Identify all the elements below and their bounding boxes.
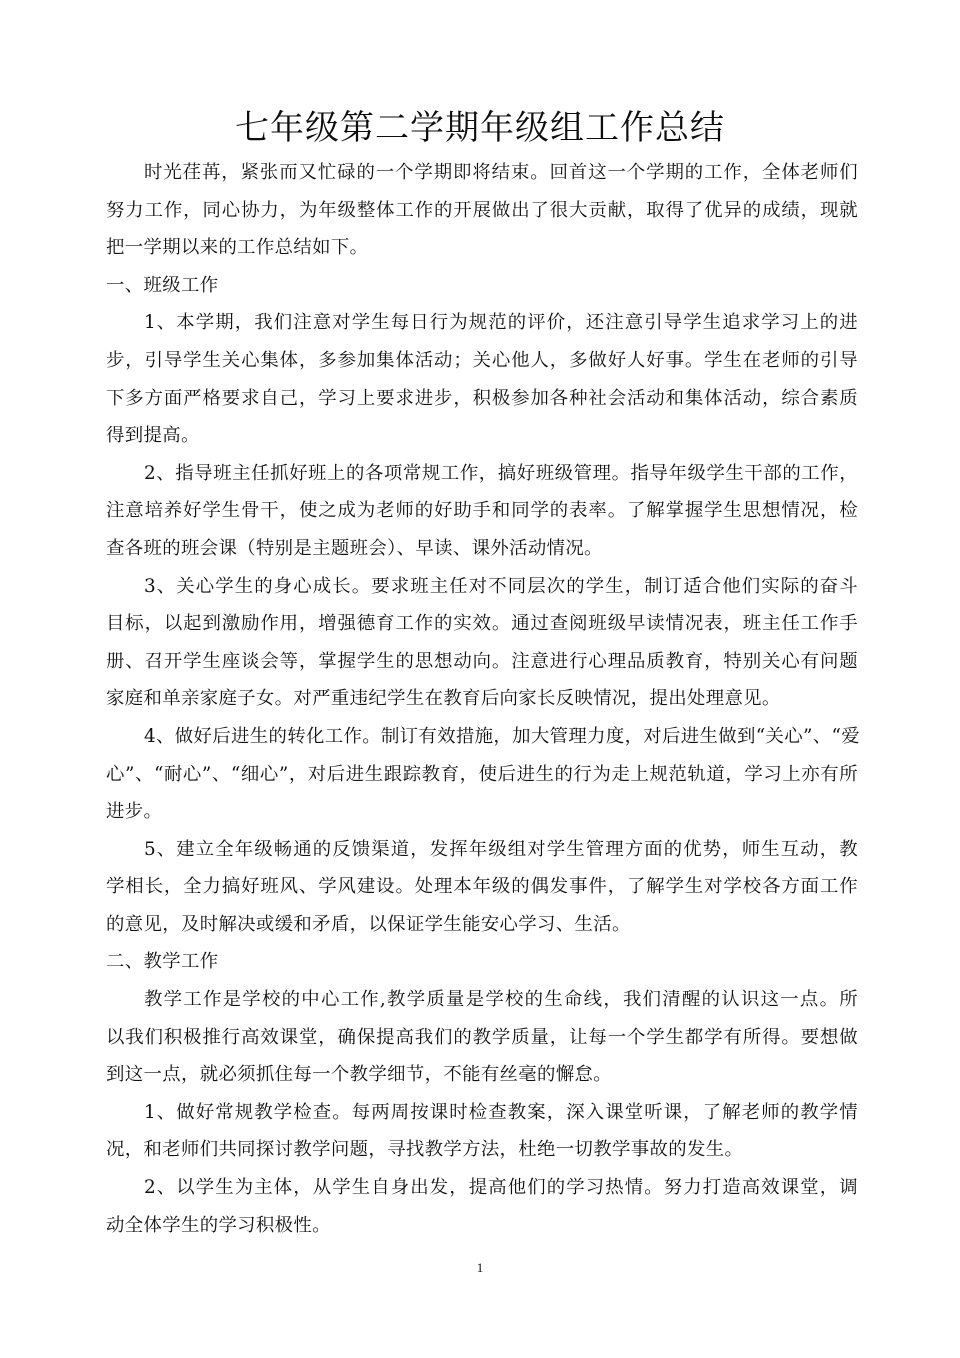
section-class-work: [106, 267, 858, 944]
text-line: 进步。: [106, 801, 163, 823]
text-line: 1、做好常规教学检查。每两周按课时检查教案，深入课堂听课，了解老师的教学情: [144, 1101, 858, 1123]
text-line: 1、本学期，我们注意对学生每日行为规范的评价，还注意引导学生追求学习上的进: [144, 312, 858, 334]
paragraph: [106, 1094, 858, 1169]
text-line: 注意培养好学生骨干，使之成为老师的好助手和同学的表率。了解掌握学生思想情况，检: [106, 500, 858, 522]
text-line: 时光荏苒，紧张而又忙碌的一个学期即将结束。回首这一个学期的工作，全体老师们: [144, 162, 858, 183]
text-line: 3、关心学生的身心成长。要求班主任对不同层次的学生，制订适合他们实际的奋斗: [144, 575, 858, 597]
paragraph: [106, 568, 858, 718]
paragraph: [106, 718, 858, 831]
text-line: 5、建立全年级畅通的反馈渠道，发挥年级组对学生管理方面的优势，师生互动，教: [144, 838, 858, 860]
paragraph: [106, 831, 858, 944]
text-line: 心”、“耐心”、“细心”，对后进生跟踪教育，使后进生的行为走上规范轨道，学习上亦有所: [106, 763, 858, 785]
text-line: 努力工作，同心协力，为年级整体工作的开展做出了很大贡献，取得了优异的成绩，现就: [106, 199, 858, 221]
text-line: 得到提高。: [106, 425, 200, 447]
text-line: 动全体学生的学习积极性。: [106, 1214, 331, 1236]
text-line: 目标，以起到激励作用，增强德育工作的实效。通过查阅班级早读情况表，班主任工作手: [106, 613, 858, 635]
section-heading: 一、班级工作: [106, 274, 219, 296]
section-heading: 二、教学工作: [106, 951, 219, 973]
page-number: 1: [476, 1260, 484, 1275]
document-body: [106, 154, 858, 1244]
paragraph: [106, 981, 858, 1094]
text-line: 教学工作是学校的中心工作,教学质量是学校的生命线，我们清醒的认识这一点。所: [144, 989, 858, 1011]
text-line: 把一学期以来的工作总结如下。: [106, 237, 369, 259]
text-line: 步，引导学生关心集体，多参加集体活动；关心他人，多做好人好事。学生在老师的引导: [106, 349, 858, 371]
text-line: 2、指导班主任抓好班上的各项常规工作，搞好班级管理。指导年级学生干部的工作，: [144, 462, 858, 484]
intro-paragraph: [106, 154, 858, 267]
text-line: 2、以学生为主体，从学生自身出发，提高他们的学习热情。努力打造高效课堂，调: [144, 1177, 858, 1199]
paragraph: [106, 455, 858, 568]
text-line: 册、召开学生座谈会等，掌握学生的思想动向。注意进行心理品质教育，特别关心有问题: [106, 650, 858, 672]
text-line: 查各班的班会课（特别是主题班会）、早读、课外活动情况。: [106, 537, 603, 559]
text-line: 下多方面严格要求自己，学习上要求进步，积极参加各种社会活动和集体活动，综合素质: [106, 387, 858, 409]
section-teaching-work: [106, 943, 858, 1244]
text-line: 到这一点，就必须抓住每一个教学细节，不能有丝毫的懈怠。: [106, 1064, 612, 1086]
text-line: 的意见，及时解决或缓和矛盾，以保证学生能安心学习、生活。: [106, 913, 631, 935]
text-line: 学相长，全力搞好班风、学风建设。处理本年级的偶发事件，了解学生对学校各方面工作: [106, 876, 858, 898]
document-title: 七年级第二学期年级组工作总结: [235, 108, 725, 148]
paragraph: [106, 304, 858, 454]
text-line: 以我们积极推行高效课堂，确保提高我们的教学质量，让每一个学生都学有所得。要想做: [106, 1026, 858, 1048]
text-line: 4、做好后进生的转化工作。制订有效措施，加大管理力度，对后进生做到“关心”、“爱: [144, 725, 860, 747]
paragraph: [106, 1169, 858, 1244]
text-line: 家庭和单亲家庭子女。对严重违纪学生在教育后向家长反映情况，提出处理意见。: [106, 688, 781, 710]
text-line: 况，和老师们共同探讨教学问题，寻找教学方法，杜绝一切教学事故的发生。: [106, 1139, 744, 1161]
